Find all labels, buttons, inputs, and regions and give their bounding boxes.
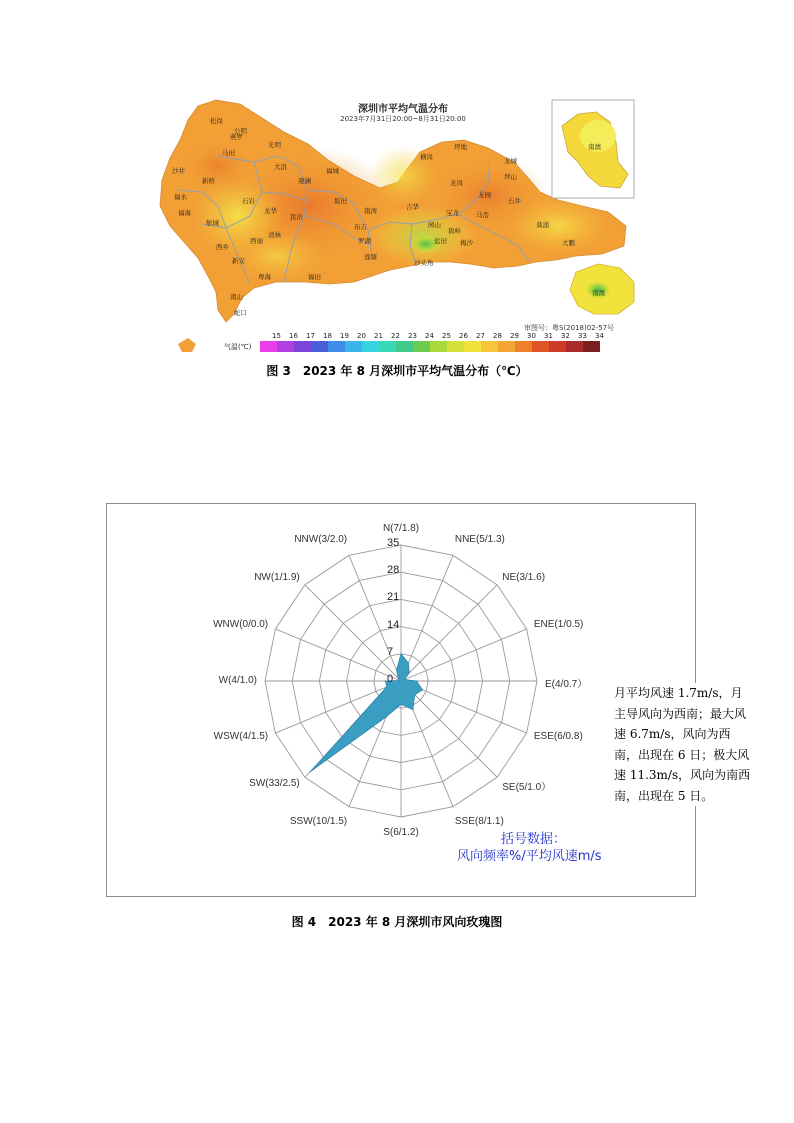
wind-rose-frame	[106, 503, 696, 897]
district-label: 吉华	[406, 203, 419, 211]
direction-label-n: N(7/1.8)	[382, 523, 420, 534]
legend-tick-label: 22	[391, 332, 400, 340]
district-label: 南澳	[588, 143, 601, 151]
wind-rose-note	[457, 831, 602, 865]
district-label: 碧岭	[448, 227, 461, 235]
district-label: 燕罗	[230, 133, 243, 141]
wind-frequency-point-s	[400, 704, 401, 705]
district-label: 西乡	[216, 243, 229, 251]
legend-tick-label: 26	[459, 332, 468, 340]
district-label: 布吉	[354, 223, 367, 231]
legend-color-cell	[260, 341, 277, 352]
legend-color-cell	[345, 341, 362, 352]
district-label: 蛇口	[234, 309, 247, 317]
district-label: 观澜	[298, 177, 311, 185]
direction-label-s: S(6/1.2)	[383, 827, 419, 838]
district-label: 南湾	[364, 207, 377, 215]
wind-frequency-point-nne	[408, 662, 409, 663]
wind-frequency-point-ese	[422, 689, 423, 690]
direction-label-e: E(4/0.7）	[545, 679, 588, 690]
rose-ring-label: 14	[387, 618, 400, 631]
legend-tick-label: 34	[595, 332, 604, 340]
direction-label-nnw: NNW(3/2.0)	[294, 534, 348, 546]
wind-frequency-point-ne	[409, 672, 410, 673]
district-label: 新安	[232, 257, 245, 265]
direction-label-nne: NNE(5/1.3)	[454, 534, 505, 546]
legend-tick-label: 30	[527, 332, 536, 340]
direction-label-wsw: WSW(4/1.5)	[213, 730, 269, 742]
legend-color-cell	[277, 341, 294, 352]
district-label: 龙园	[478, 191, 491, 199]
legend-color-cell	[396, 341, 413, 352]
district-label: 园山	[428, 221, 441, 229]
legend-tick-label: 31	[544, 332, 553, 340]
legend-color-cell	[379, 341, 396, 352]
wind-frequency-point-wsw	[386, 686, 387, 687]
legend-color-cell	[413, 341, 430, 352]
direction-label-wnw: WNW(0/0.0)	[213, 619, 269, 631]
legend-tick-label: 29	[510, 332, 519, 340]
figure4-caption: 图 4 2023 年 8 月深圳市风向玫瑰图	[291, 915, 503, 929]
wind-frequency-point-n	[400, 653, 401, 654]
legend-tick-label: 21	[374, 332, 383, 340]
legend-color-cell	[464, 341, 481, 352]
direction-label-sw: SW(33/2.5)	[249, 778, 300, 790]
legend-color-cell	[362, 341, 379, 352]
legend-label: 气温(℃)	[224, 343, 252, 351]
direction-label-ne: NE(3/1.6)	[502, 571, 546, 583]
district-label: 龙城	[504, 157, 517, 165]
legend-tick-label: 23	[408, 332, 417, 340]
district-label: 梅沙	[460, 239, 473, 247]
legend-color-cell	[481, 341, 498, 352]
legend-color-cell	[311, 341, 328, 352]
district-label: 坪地	[454, 143, 467, 151]
legend-tick-label: 18	[323, 332, 332, 340]
wind-rose-chart	[107, 504, 697, 898]
wind-frequency-point-sw	[310, 771, 311, 772]
wind-rose-note-title: 括号数据：	[501, 832, 567, 847]
district-label: 南山	[230, 293, 243, 301]
district-label: 沙头角	[414, 259, 434, 267]
district-label: 龙华	[264, 207, 277, 215]
rose-grid-spoke	[401, 681, 497, 777]
legend-tick-label: 24	[425, 332, 434, 340]
wind-frequency-point-se	[414, 694, 415, 695]
district-label: 横岗	[420, 153, 433, 161]
district-label: 沙井	[172, 167, 185, 175]
rose-ring-label: 35	[387, 537, 400, 549]
direction-label-w: W(4/1.0)	[218, 675, 257, 686]
district-label: 南澳	[592, 289, 605, 297]
district-label: 福海	[178, 209, 191, 217]
direction-label-sse: SSE(8/1.1)	[454, 815, 504, 827]
map-approval-number: 审图号：粤S(2018)02-57号	[524, 324, 615, 332]
rose-ring-label: 28	[387, 564, 400, 577]
legend-color-cell	[294, 341, 311, 352]
district-label: 马田	[222, 149, 235, 157]
legend-color-cell	[566, 341, 583, 352]
legend-color-cell	[532, 341, 549, 352]
district-label: 宝龙	[446, 209, 459, 217]
wind-frequency-point-e	[416, 680, 417, 681]
legend-tick-label: 15	[272, 332, 281, 340]
district-label: 坂田	[334, 197, 347, 205]
district-label: 福田	[308, 273, 321, 281]
direction-label-ssw: SSW(10/1.5)	[289, 815, 348, 827]
map-title: 深圳市平均气温分布	[358, 104, 448, 115]
district-label: 石井	[508, 197, 521, 205]
district-label: 坪山	[504, 173, 517, 181]
legend-tick-label: 28	[493, 332, 502, 340]
legend-tick-label: 20	[357, 332, 366, 340]
legend-color-cell	[430, 341, 447, 352]
wind-frequency-point-wnw	[399, 680, 400, 681]
direction-label-se: SE(5/1.0）	[502, 782, 552, 794]
direction-label-nw: NW(1/1.9)	[254, 571, 300, 583]
legend-color-cell	[515, 341, 532, 352]
direction-label-ene: ENE(1/0.5)	[533, 619, 584, 631]
district-label: 大鹏	[562, 239, 575, 247]
rose-ring-label: 0	[387, 673, 394, 685]
legend-color-cell	[498, 341, 515, 352]
legend-color-cell	[328, 341, 345, 352]
district-label: 清林	[268, 231, 281, 239]
small-island-shape	[178, 338, 196, 352]
district-label: 松岗	[210, 117, 223, 125]
district-label: 马峦	[476, 211, 489, 219]
district-label: 莲塘	[364, 253, 377, 261]
rose-ring-label: 21	[387, 591, 400, 604]
district-label: 粤海	[258, 273, 271, 281]
district-label: 航城	[206, 219, 219, 227]
district-label: 大浪	[274, 163, 287, 171]
map-subtitle: 2023年7月31日20:00~8月31日20:00	[340, 115, 466, 123]
district-label: 公明	[234, 127, 247, 135]
district-label: 石岩	[242, 197, 255, 205]
legend-tick-label: 32	[561, 332, 570, 340]
wind-frequency-point-nnw	[396, 670, 397, 671]
district-label: 光明	[268, 141, 281, 149]
figure3-caption: 图 3 2023 年 8 月深圳市平均气温分布（℃）	[266, 364, 528, 378]
legend-tick-label: 25	[442, 332, 451, 340]
temperature-map-figure	[158, 96, 638, 356]
district-label: 新桥	[202, 177, 215, 185]
wind-summary-text: 月平均风速 1.7m/s，月主导风向为西南；最大风速 6.7m/s，风向为西南，出现在 6 日；极大风速 11.3m/s，风向为南西南，出现在 5 日。	[614, 683, 752, 806]
wind-frequency-point-ene	[404, 679, 405, 680]
district-label: 福城	[326, 167, 339, 175]
district-label: 盐田	[434, 237, 447, 245]
wind-frequency-point-nw	[398, 678, 399, 679]
district-label: 葵涌	[536, 221, 549, 229]
legend-color-cell	[549, 341, 566, 352]
legend-color-cell	[583, 341, 600, 352]
rose-grid-spoke	[401, 585, 497, 681]
district-label: 福永	[174, 193, 187, 201]
district-label: 龙岗	[450, 179, 463, 187]
legend-color-cell	[447, 341, 464, 352]
district-label: 民治	[290, 213, 303, 221]
legend-tick-label: 17	[306, 332, 315, 340]
wind-frequency-point-sse	[412, 709, 413, 710]
legend-tick-label: 19	[340, 332, 349, 340]
rose-ring-label: 7	[387, 645, 394, 658]
legend-tick-label: 27	[476, 332, 485, 340]
wind-rose-note-text: 风向频率%/平均风速m/s	[457, 849, 602, 864]
district-label: 罗湖	[358, 237, 371, 245]
direction-label-ese: ESE(6/0.8)	[533, 730, 583, 742]
legend-tick-label: 16	[289, 332, 298, 340]
legend-tick-label: 33	[578, 332, 587, 340]
district-label: 西丽	[250, 237, 263, 245]
wind-frequency-point-w	[385, 680, 386, 681]
wind-frequency-point-ssw	[386, 716, 387, 717]
